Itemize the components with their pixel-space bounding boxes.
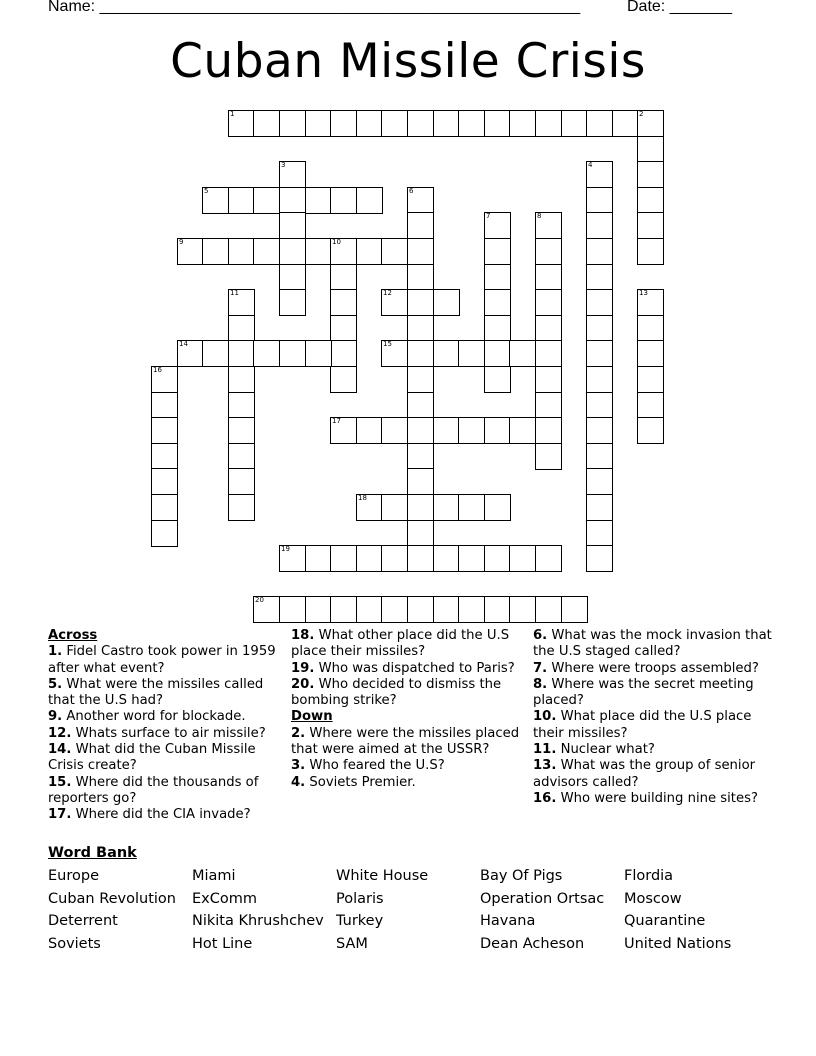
- cell-number: 14: [179, 340, 188, 348]
- crossword-cell[interactable]: [484, 596, 511, 623]
- crossword-cell[interactable]: [228, 340, 255, 367]
- crossword-cell[interactable]: [330, 264, 357, 291]
- word-bank-item: Soviets: [48, 936, 101, 952]
- page-title: Cuban Missile Crisis: [170, 34, 646, 89]
- crossword-cell[interactable]: [151, 468, 178, 495]
- crossword-cell[interactable]: [586, 392, 613, 419]
- cell-number: 10: [332, 238, 341, 246]
- clue-down-4: 4. Soviets Premier.: [291, 774, 416, 790]
- crossword-cell[interactable]: [561, 596, 588, 623]
- clue-across-12: 12. Whats surface to air missile?: [48, 725, 266, 741]
- crossword-cell[interactable]: [637, 187, 664, 214]
- crossword-cell[interactable]: [509, 340, 536, 367]
- crossword-cell[interactable]: [407, 494, 434, 521]
- crossword-cell[interactable]: [381, 340, 408, 367]
- clue-down-8: 8. Where was the secret meeting placed?: [533, 676, 754, 709]
- crossword-cell[interactable]: [305, 238, 332, 265]
- crossword-cell[interactable]: [279, 545, 306, 572]
- crossword-cell[interactable]: [535, 212, 562, 239]
- word-bank-item: Flordia: [624, 868, 674, 884]
- clue-across-20: 20. Who decided to dismiss the bombing strike?: [291, 676, 502, 709]
- date-field: Date: _______: [627, 0, 732, 15]
- cell-number: 3: [281, 161, 286, 169]
- word-bank-item: Hot Line: [192, 936, 253, 952]
- crossword-cell[interactable]: [433, 340, 460, 367]
- crossword-cell[interactable]: [177, 340, 204, 367]
- clue-down-11: 11. Nuclear what?: [533, 742, 655, 758]
- crossword-cell[interactable]: [407, 289, 434, 316]
- crossword-cell[interactable]: [484, 545, 511, 572]
- crossword-cell[interactable]: [535, 315, 562, 342]
- crossword-cell[interactable]: [535, 596, 562, 623]
- crossword-cell[interactable]: [535, 392, 562, 419]
- word-bank-item: Europe: [48, 868, 99, 884]
- crossword-cell[interactable]: [253, 596, 280, 623]
- down-heading: Down: [291, 709, 333, 725]
- cell-number: 6: [409, 187, 414, 195]
- crossword-cell[interactable]: [433, 417, 460, 444]
- crossword-cell[interactable]: [407, 315, 434, 342]
- crossword-cell[interactable]: [637, 110, 664, 137]
- crossword-cell[interactable]: [228, 187, 255, 214]
- crossword-cell[interactable]: [484, 417, 511, 444]
- crossword-cell[interactable]: [433, 494, 460, 521]
- cell-number: 12: [383, 289, 392, 297]
- crossword-cell[interactable]: [407, 340, 434, 367]
- crossword-cell[interactable]: [484, 340, 511, 367]
- word-bank-item: Dean Acheson: [480, 936, 585, 952]
- clue-across-17: 17. Where did the CIA invade?: [48, 807, 251, 823]
- word-bank-item: White House: [336, 868, 429, 884]
- cell-number: 19: [281, 545, 290, 553]
- crossword-cell[interactable]: [330, 238, 357, 265]
- cell-number: 20: [255, 596, 264, 604]
- clue-down-2: 2. Where were the missiles placed that were aimed at the USSR?: [291, 725, 520, 758]
- cell-number: 5: [204, 187, 209, 195]
- crossword-cell[interactable]: [356, 494, 383, 521]
- crossword-cell[interactable]: [561, 110, 588, 137]
- crossword-cell[interactable]: [356, 417, 383, 444]
- crossword-cell[interactable]: [330, 596, 357, 623]
- clue-across-5: 5. What were the missiles called that the U.S had?: [48, 676, 264, 709]
- crossword-cell[interactable]: [305, 110, 332, 137]
- crossword-cell[interactable]: [228, 315, 255, 342]
- crossword-cell[interactable]: [586, 264, 613, 291]
- crossword-cell[interactable]: [535, 110, 562, 137]
- crossword-cell[interactable]: [253, 238, 280, 265]
- crossword-cell[interactable]: [228, 238, 255, 265]
- crossword-cell[interactable]: [305, 340, 332, 367]
- crossword-cell[interactable]: [151, 366, 178, 393]
- clue-across-9: 9. Another word for blockade.: [48, 709, 246, 725]
- crossword-cell[interactable]: [484, 110, 511, 137]
- crossword-cell[interactable]: [458, 340, 485, 367]
- word-bank-item: Operation Ortsac: [480, 891, 605, 907]
- crossword-cell[interactable]: [202, 238, 229, 265]
- crossword-cell[interactable]: [509, 545, 536, 572]
- crossword-cell[interactable]: [381, 110, 408, 137]
- word-bank-item: Cuban Revolution: [48, 891, 176, 907]
- crossword-cell[interactable]: [407, 110, 434, 137]
- crossword-cell[interactable]: [586, 238, 613, 265]
- crossword-cell[interactable]: [458, 417, 485, 444]
- crossword-cell[interactable]: [279, 340, 306, 367]
- cell-number: 15: [383, 340, 392, 348]
- crossword-cell[interactable]: [330, 187, 357, 214]
- crossword-cell[interactable]: [586, 212, 613, 239]
- clue-across-14: 14. What did the Cuban Missile Crisis create?: [48, 742, 256, 774]
- crossword-cell[interactable]: [407, 443, 434, 470]
- crossword-cell[interactable]: [484, 366, 511, 393]
- cell-number: 7: [486, 212, 491, 220]
- crossword-cell[interactable]: [637, 289, 664, 316]
- clue-across-1: 1. Fidel Castro took power in 1959 after what event?: [48, 644, 276, 676]
- crossword-cell[interactable]: [381, 545, 408, 572]
- crossword-cell[interactable]: [586, 289, 613, 316]
- crossword-cell[interactable]: [458, 110, 485, 137]
- crossword-cell[interactable]: [407, 392, 434, 419]
- crossword-cell[interactable]: [433, 545, 460, 572]
- crossword-cell[interactable]: [279, 238, 306, 265]
- word-bank-title: Word Bank: [48, 845, 137, 861]
- crossword-cell[interactable]: [535, 289, 562, 316]
- crossword-cell[interactable]: [612, 110, 639, 137]
- crossword-cell[interactable]: [586, 545, 613, 572]
- clue-down-10: 10. What place did the U.S place their missiles?: [533, 709, 752, 741]
- crossword-cell[interactable]: [586, 520, 613, 547]
- crossword-cell[interactable]: [279, 187, 306, 214]
- crossword-cell[interactable]: [279, 110, 306, 137]
- crossword-cell[interactable]: [381, 238, 408, 265]
- crossword-cell[interactable]: [330, 340, 357, 367]
- crossword-cell[interactable]: [356, 238, 383, 265]
- crossword-cell[interactable]: [586, 187, 613, 214]
- crossword-cell[interactable]: [637, 136, 664, 163]
- cell-number: 11: [230, 289, 239, 297]
- crossword-cell[interactable]: [356, 110, 383, 137]
- crossword-cell[interactable]: [407, 417, 434, 444]
- crossword-cell[interactable]: [586, 366, 613, 393]
- crossword-cell[interactable]: [407, 596, 434, 623]
- clue-down-13: 13. What was the group of senior advisors called?: [533, 758, 756, 790]
- clue-across-19: 19. Who was dispatched to Paris?: [291, 660, 515, 676]
- crossword-cell[interactable]: [202, 187, 229, 214]
- clue-down-7: 7. Where were troops assembled?: [533, 660, 759, 676]
- crossword-cell[interactable]: [407, 187, 434, 214]
- crossword-cell[interactable]: [484, 238, 511, 265]
- crossword-cell[interactable]: [228, 392, 255, 419]
- crossword-cell[interactable]: [407, 520, 434, 547]
- word-bank-item: Havana: [480, 913, 536, 929]
- crossword-cell[interactable]: [381, 596, 408, 623]
- crossword-cell[interactable]: [151, 443, 178, 470]
- crossword-cell[interactable]: [637, 212, 664, 239]
- word-bank-item: ExComm: [192, 891, 257, 907]
- crossword-cell[interactable]: [305, 187, 332, 214]
- crossword-cell[interactable]: [228, 417, 255, 444]
- crossword-cell[interactable]: [509, 110, 536, 137]
- crossword-cell[interactable]: [228, 366, 255, 393]
- crossword-cell[interactable]: [279, 596, 306, 623]
- cell-number: 16: [153, 366, 162, 374]
- clue-down-6: 6. What was the mock invasion that the U.S staged called?: [533, 628, 772, 660]
- crossword-cell[interactable]: [381, 417, 408, 444]
- clues-column-1: [48, 628, 283, 824]
- crossword-cell[interactable]: [228, 110, 255, 137]
- crossword-cell[interactable]: [228, 289, 255, 316]
- crossword-cell[interactable]: [356, 596, 383, 623]
- crossword-cell[interactable]: [509, 417, 536, 444]
- word-bank-item: Polaris: [336, 891, 384, 907]
- crossword-cell[interactable]: [586, 494, 613, 521]
- crossword-cell[interactable]: [637, 238, 664, 265]
- crossword-cell[interactable]: [637, 340, 664, 367]
- crossword-cell[interactable]: [253, 187, 280, 214]
- crossword-cell[interactable]: [637, 366, 664, 393]
- word-bank-item: Miami: [192, 868, 236, 884]
- word-bank-item: Moscow: [624, 891, 682, 907]
- crossword-cell[interactable]: [535, 545, 562, 572]
- crossword-cell[interactable]: [279, 264, 306, 291]
- word-bank-item: SAM: [336, 936, 368, 952]
- crossword-cell[interactable]: [228, 468, 255, 495]
- crossword-cell[interactable]: [279, 289, 306, 316]
- crossword-cell[interactable]: [305, 596, 332, 623]
- crossword-cell[interactable]: [586, 417, 613, 444]
- crossword-cell[interactable]: [407, 468, 434, 495]
- crossword-cell[interactable]: [535, 264, 562, 291]
- crossword-cell[interactable]: [637, 392, 664, 419]
- crossword-cell[interactable]: [228, 443, 255, 470]
- crossword-cell[interactable]: [458, 494, 485, 521]
- cell-number: 8: [537, 212, 542, 220]
- crossword-cell[interactable]: [330, 417, 357, 444]
- cell-number: 17: [332, 417, 341, 425]
- clue-down-16: 16. Who were building nine sites?: [533, 790, 758, 806]
- clue-across-15: 15. Where did the thousands of reporters go?: [48, 774, 259, 806]
- clue-across-18: 18. What other place did the U.S place their missiles?: [291, 628, 510, 660]
- word-bank-item: Deterrent: [48, 913, 118, 929]
- crossword-cell[interactable]: [586, 340, 613, 367]
- crossword-cell[interactable]: [535, 238, 562, 265]
- crossword-cell[interactable]: [151, 392, 178, 419]
- crossword-cell[interactable]: [330, 315, 357, 342]
- name-field: Name: ______________________________________________________: [48, 0, 581, 15]
- clues-column-3: [533, 628, 773, 807]
- crossword-cell[interactable]: [356, 187, 383, 214]
- crossword-cell[interactable]: [381, 289, 408, 316]
- crossword-cell[interactable]: [253, 110, 280, 137]
- crossword-cell[interactable]: [253, 340, 280, 367]
- crossword-cell[interactable]: [433, 596, 460, 623]
- crossword-cell[interactable]: [484, 264, 511, 291]
- crossword-cell[interactable]: [151, 417, 178, 444]
- cell-number: 13: [639, 289, 648, 297]
- word-bank-item: Quarantine: [624, 913, 706, 929]
- crossword-cell[interactable]: [637, 417, 664, 444]
- crossword-cell[interactable]: [535, 443, 562, 470]
- word-bank-item: Turkey: [336, 913, 384, 929]
- crossword-cell[interactable]: [407, 545, 434, 572]
- crossword-cell[interactable]: [305, 545, 332, 572]
- crossword-cell[interactable]: [330, 545, 357, 572]
- crossword-cell[interactable]: [484, 289, 511, 316]
- crossword-cell[interactable]: [509, 596, 536, 623]
- crossword-cell[interactable]: [151, 494, 178, 521]
- clue-down-3: 3. Who feared the U.S?: [291, 758, 445, 774]
- cell-number: 2: [639, 110, 644, 118]
- cell-number: 9: [179, 238, 184, 246]
- crossword-cell[interactable]: [279, 161, 306, 188]
- word-bank-item: Bay Of Pigs: [480, 868, 563, 884]
- crossword-cell[interactable]: [407, 366, 434, 393]
- crossword-cell[interactable]: [433, 110, 460, 137]
- crossword-cell[interactable]: [151, 520, 178, 547]
- crossword-cell[interactable]: [484, 315, 511, 342]
- crossword-cell[interactable]: [356, 545, 383, 572]
- crossword-cell[interactable]: [637, 161, 664, 188]
- word-bank-item: United Nations: [624, 936, 732, 952]
- crossword-cell[interactable]: [637, 315, 664, 342]
- cell-number: 4: [588, 161, 593, 169]
- crossword-cell[interactable]: [228, 494, 255, 521]
- crossword-cell[interactable]: [407, 238, 434, 265]
- clues-column-2: [291, 628, 526, 791]
- crossword-cell[interactable]: [330, 289, 357, 316]
- crossword-cell[interactable]: [535, 366, 562, 393]
- crossword-cell[interactable]: [381, 494, 408, 521]
- crossword-cell[interactable]: [407, 264, 434, 291]
- cell-number: 1: [230, 110, 235, 118]
- crossword-cell[interactable]: [586, 161, 613, 188]
- crossword-cell[interactable]: [586, 110, 613, 137]
- crossword-cell[interactable]: [535, 417, 562, 444]
- crossword-cell[interactable]: [458, 596, 485, 623]
- crossword-cell[interactable]: [484, 494, 511, 521]
- crossword-cell[interactable]: [177, 238, 204, 265]
- crossword-cell[interactable]: [484, 212, 511, 239]
- cell-number: 18: [358, 494, 367, 502]
- crossword-cell[interactable]: [586, 315, 613, 342]
- crossword-cell[interactable]: [535, 340, 562, 367]
- crossword-cell[interactable]: [586, 443, 613, 470]
- crossword-cell[interactable]: [407, 212, 434, 239]
- word-bank-item: Nikita Khrushchev: [192, 913, 324, 929]
- crossword-cell[interactable]: [330, 110, 357, 137]
- crossword-cell[interactable]: [330, 366, 357, 393]
- crossword-cell[interactable]: [586, 468, 613, 495]
- crossword-cell[interactable]: [279, 212, 306, 239]
- across-heading: Across: [48, 628, 98, 643]
- crossword-cell[interactable]: [202, 340, 229, 367]
- crossword-cell[interactable]: [458, 545, 485, 572]
- crossword-cell[interactable]: [433, 289, 460, 316]
